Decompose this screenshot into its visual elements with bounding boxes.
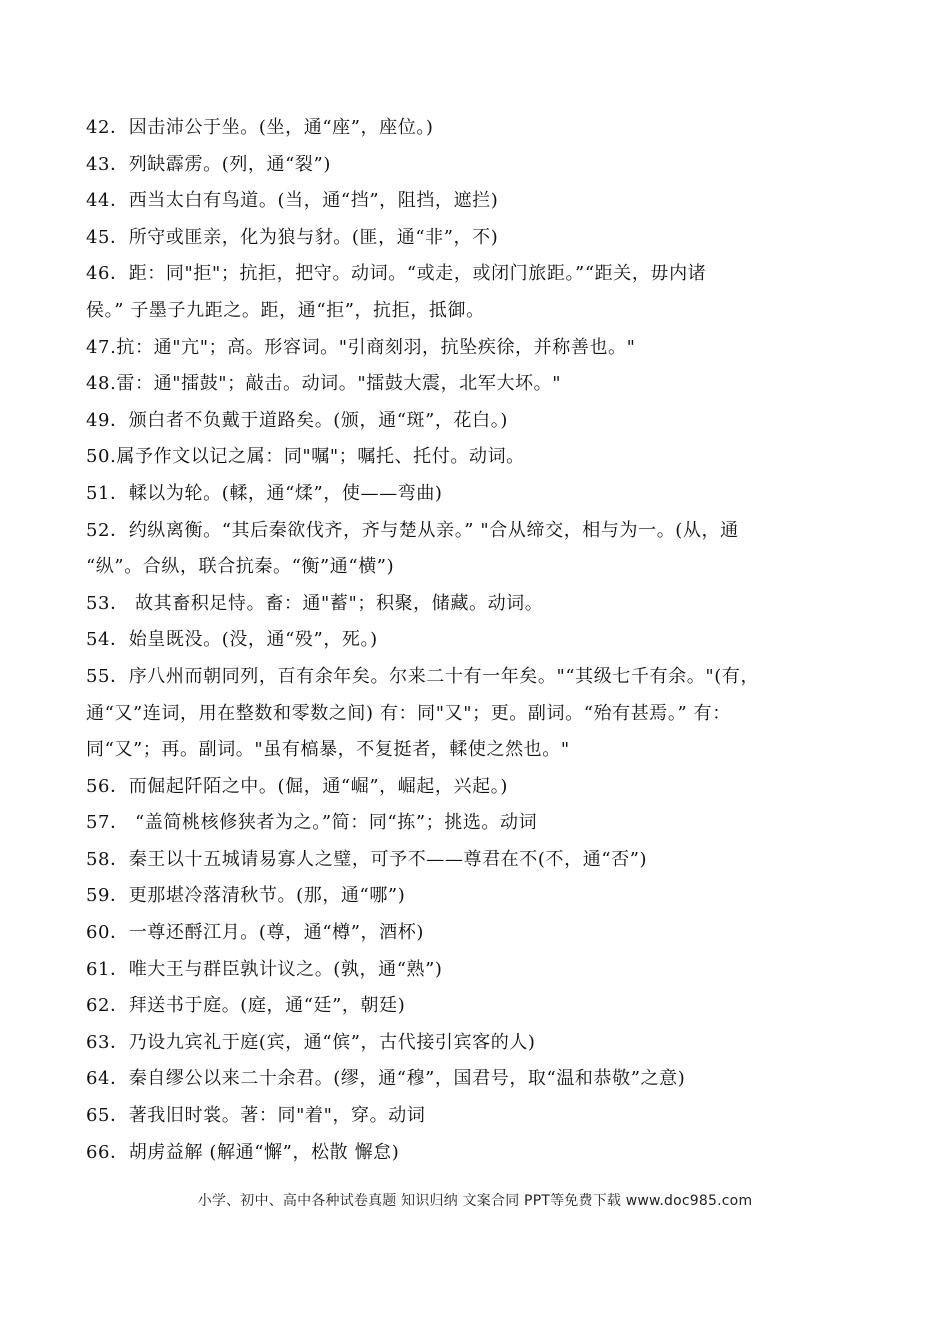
text-line: 62．拜送书于庭。(庭，通“廷”，朝廷) bbox=[86, 995, 406, 1017]
text-line: 58．秦王以十五城请易寡人之璧，可予不——尊君在不(不，通“否”) bbox=[86, 848, 648, 870]
text-line: “纵”。合纵，联合抗秦。“衡”通“横”) bbox=[86, 556, 395, 578]
text-line: 55．序八州而朝同列，百有余年矣。尔来二十有一年矣。"“其级七千有余。"(有， bbox=[86, 665, 760, 687]
text-line: 49．颁白者不负戴于道路矣。(颁，通“斑”，花白。) bbox=[86, 409, 508, 431]
text-line: 64．秦自缪公以来二十余君。(缪，通“穆”，国君号，取“温和恭敬”之意) bbox=[86, 1068, 686, 1090]
text-line: 65．著我旧时裳。著：同"着"，穿。动词 bbox=[86, 1105, 426, 1127]
text-line: 57． “盖简桃核修狭者为之。”简：同“拣”；挑选。动词 bbox=[86, 812, 538, 834]
text-line: 通“又”连词，用在整数和零数之间) 有：同"又"；更。副词。“殆有甚焉。” 有： bbox=[86, 702, 731, 724]
text-line: 44．西当太白有鸟道。(当，通“挡”，阻挡，遮拦) bbox=[86, 190, 499, 212]
text-line: 54．始皇既没。(没，通“殁”，死。) bbox=[86, 629, 378, 651]
page-footer: 小学、初中、高中各种试卷真题 知识归纳 文案合同 PPT等免费下载 www.doc985.com bbox=[197, 1193, 753, 1209]
document-body bbox=[86, 110, 876, 1171]
text-line: 43．列缺霹雳。(列，通“裂”) bbox=[86, 153, 331, 175]
text-line: 45．所守或匪亲，化为狼与豺。(匪，通“非”，不) bbox=[86, 226, 499, 248]
text-line: 61．唯大王与群臣孰计议之。(孰，通“熟”) bbox=[86, 958, 443, 980]
text-line: 60．一尊还酹江月。(尊，通“樽”，酒杯) bbox=[86, 922, 424, 944]
text-line: 63．乃设九宾礼于庭(宾，通“傧”，古代接引宾客的人) bbox=[86, 1031, 536, 1053]
text-line: 同“又”；再。副词。"虽有槁暴，不复挺者，輮使之然也。" bbox=[86, 739, 570, 761]
text-line: 56．而倔起阡陌之中。(倔，通“崛”，崛起，兴起。) bbox=[86, 775, 508, 797]
text-line: 42．因击沛公于坐。(坐，通“座”，座位。) bbox=[86, 117, 434, 138]
text-line: 53． 故其畜积足恃。畜：通"蓄"；积聚，储藏。动词。 bbox=[86, 592, 544, 614]
text-line: 59．更那堪冷落清秋节。(那，通“哪”) bbox=[86, 885, 406, 907]
text-line: 侯。” 子墨子九距之。距，通“拒”，抗拒，抵御。 bbox=[86, 299, 485, 321]
text-line: 52．约纵离衡。“其后秦欲伐齐，齐与楚从亲。” "合从缔交，相与为一。(从，通 bbox=[86, 519, 739, 541]
text-line: 66．胡虏益解 (解通“懈”，松散 懈怠) bbox=[86, 1141, 400, 1163]
text-line: 47.抗：通"亢"；高。形容词。"引商刻羽，抗坠疾徐，并称善也。" bbox=[86, 336, 636, 358]
text-line: 51．輮以为轮。(輮，通“煣”，使——弯曲) bbox=[86, 482, 443, 504]
text-line: 46．距：同"拒"；抗拒，把守。动词。“或走，或闭门旅距。”“距关，毋内诸 bbox=[86, 263, 707, 285]
text-line: 48.雷：通"擂鼓"；敲击。动词。"擂鼓大震，北军大坏。" bbox=[86, 373, 562, 395]
text-line: 50.属予作文以记之属：同"嘱"；嘱托、托付。动词。 bbox=[86, 446, 525, 468]
